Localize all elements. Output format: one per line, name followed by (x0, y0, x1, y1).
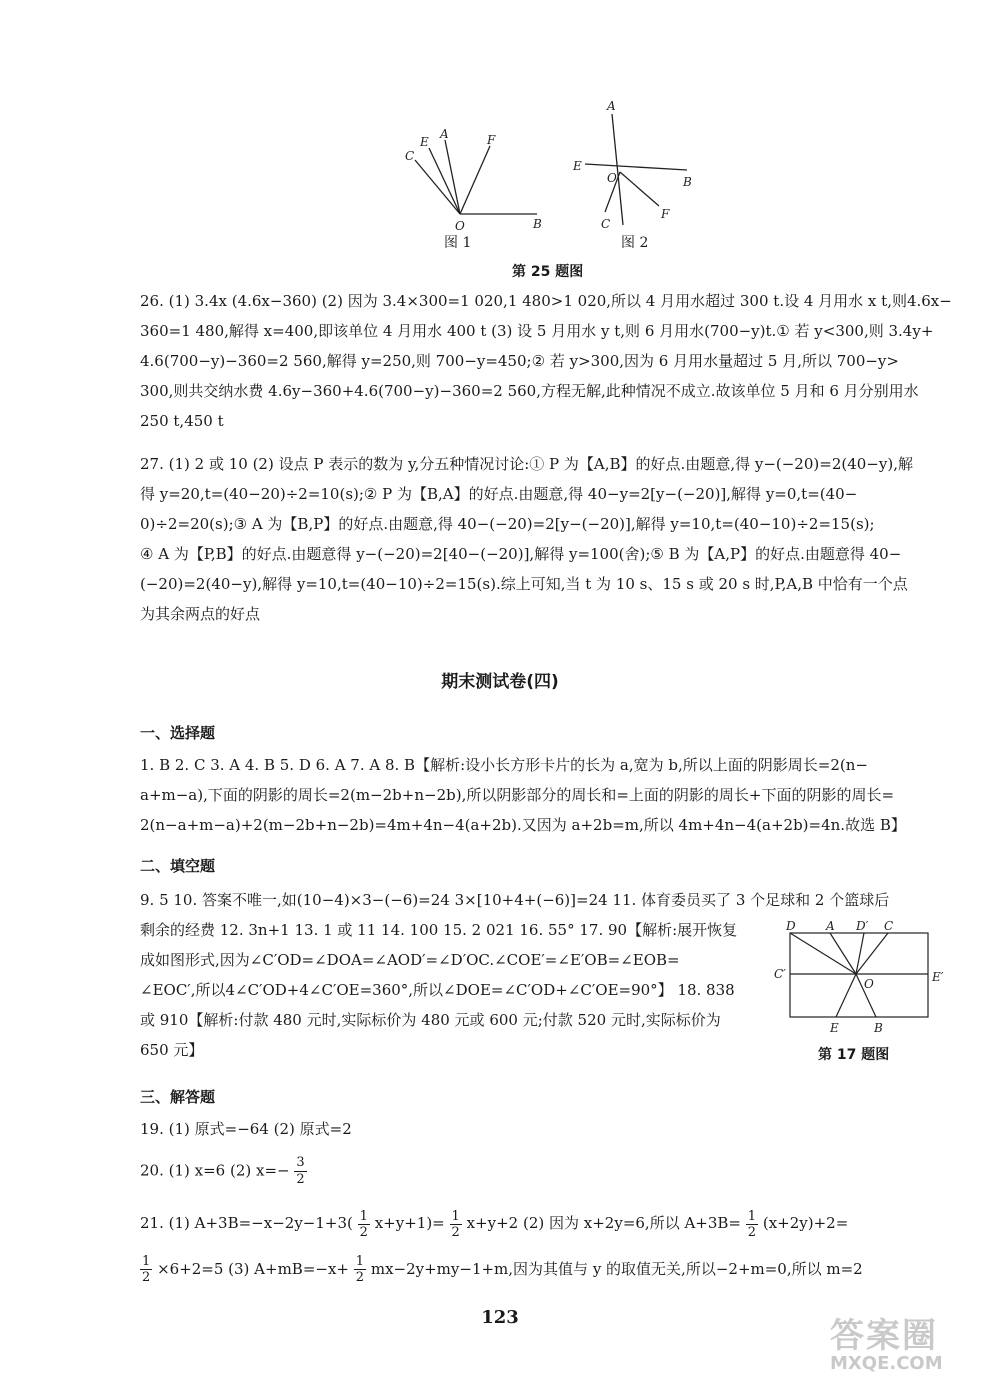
q20-denominator: 2 (296, 1172, 305, 1187)
fig2-label-a: A (607, 100, 616, 113)
fig25-label-2: 图 2 (621, 235, 649, 251)
question-20 (140, 1155, 960, 1188)
fig25-label-1: 图 1 (444, 235, 472, 251)
fill-line-2: 剩余的经费 12. 3n+1 13. 1 或 11 14. 100 15. 2 021 16. 55° 17. 90【解析:展开恢复 (140, 921, 738, 939)
question-19 (140, 1114, 960, 1144)
section-1-title: 一、选择题 (140, 724, 216, 742)
fig17-caption: 第 17 题图 (818, 1047, 890, 1063)
fig2-label-b: B (683, 175, 692, 189)
fig25-figure-2 (565, 100, 705, 235)
fig25-caption: 第 25 题图 (512, 264, 584, 280)
q27-line-4: ④ A 为【P,B】的好点.由题意得 y−(−20)=2[40−(−20)],解得 y=100(舍);⑤ B 为【A,P】的好点.由题意得 40− (140, 545, 902, 563)
fill-answers-narrow (140, 945, 760, 1065)
q21-frac-2-den: 2 (451, 1224, 460, 1240)
fig1-label-a: A (440, 127, 449, 141)
page-number: 123 (481, 1307, 519, 1328)
q26-line-2: 360=1 480,解得 x=400,即该单位 4 月用水 400 t (3) 设 5 月用水 y t,则 6 月用水(700−y)t.① 若 y<300,则 3.4y+ (140, 322, 934, 340)
fig2-label-e: E (573, 159, 582, 173)
question-26 (140, 286, 960, 436)
question-21 (140, 1208, 960, 1285)
choice-line-2: a+m−a),下面的阴影的周长=2(m−2b+n−2b),所以阴影部分的周长和=上面的阴影的周长+下面的阴影的周长= (140, 786, 895, 804)
q26-line-1: 26. (1) 3.4x (4.6x−360) (2) 因为 3.4×300=1 020,1 480>1 020,所以 4 月用水超过 300 t.设 4 月用水 x t,则4.6x− (140, 292, 952, 310)
fig1-label-b: B (533, 217, 542, 231)
q27-line-3: 0)÷2=20(s);③ A 为【B,P】的好点.由题意,得 40−(−20)=2[y−(−20)],解得 y=10,t=(40−10)÷2=15(s); (140, 515, 875, 533)
q21-frac-3-den: 2 (747, 1224, 757, 1240)
svg-text:E′: E′ (932, 970, 944, 984)
section-3-title: 三、解答题 (140, 1088, 216, 1106)
q27-line-6: 为其余两点的好点 (140, 605, 261, 623)
svg-text:O: O (864, 977, 874, 991)
question-27 (140, 449, 960, 629)
choice-answers (140, 750, 960, 840)
q21-text-1c: x+y+2 (2) 因为 x+2y=6,所以 A+3B= (466, 1214, 742, 1232)
fill-line-4: ∠EOC′,所以4∠C′OD+4∠C′OE=360°,所以∠DOE=∠C′OD+∠C′OE=90°】 18. 838 (140, 981, 735, 999)
q21-frac-5 (354, 1254, 366, 1285)
q21-line-1 (140, 1208, 960, 1240)
fig17-figure (772, 918, 952, 1038)
q20-fraction (294, 1155, 306, 1188)
q21-frac-4 (140, 1254, 152, 1285)
q21-frac-4-den: 2 (142, 1270, 151, 1285)
svg-text:C′: C′ (774, 967, 786, 981)
q21-text-1d: (x+2y)+2= (762, 1214, 849, 1232)
q21-frac-5-den: 2 (355, 1270, 365, 1285)
q26-line-3: 4.6(700−y)−360=2 560,解得 y=250,则 700−y=450;② 若 y>300,因为 6 月用水量超过 5 月,所以 700−y> (140, 352, 899, 370)
svg-text:E: E (830, 1021, 839, 1035)
q21-text-1a: 21. (1) A+3B=−x−2y−1+3( (140, 1214, 353, 1232)
watermark-en: MXQE.COM (830, 1353, 943, 1374)
fig2-label-c: C (601, 217, 611, 231)
svg-text:A: A (826, 919, 835, 933)
svg-text:D: D (786, 919, 796, 933)
q21-frac-5-num: 1 (355, 1254, 365, 1269)
svg-text:C: C (884, 919, 894, 933)
choice-line-3: 2(n−a+m−a)+2(m−2b+n−2b)=4m+4n−4(a+2b).又因为 a+2b=m,所以 4m+4n−4(a+2b)=4n.故选 B】 (140, 816, 906, 834)
choice-line-1: 1. B 2. C 3. A 4. B 5. D 6. A 7. A 8. B【解析:设小长方形卡片的长为 a,宽为 b,所以上面的阴影周长=2(n− (140, 756, 868, 774)
fill-line-1: 9. 5 10. 答案不唯一,如(10−4)×3−(−6)=24 3×[10+4+(−6)]=24 11. 体育委员买了 3 个足球和 2 个篮球后 (140, 891, 890, 909)
q27-line-2: 得 y=20,t=(40−20)÷2=10(s);② P 为【B,A】的好点.由题意,得 40−y=2[y−(−20)],解得 y=0,t=(40− (140, 485, 858, 503)
fig25-figure-1 (395, 122, 555, 232)
q21-line-2 (140, 1254, 960, 1286)
q21-text-2b: mx−2y+my−1+m,因为其值与 y 的取值无关,所以−2+m=0,所以 m=2 (370, 1259, 863, 1278)
q21-frac-2 (450, 1209, 462, 1240)
fill-line-3: 成如图形式,因为∠C′OD=∠DOA=∠AOD′=∠D′OC.∠COE′=∠E′OB=∠EOB= (140, 951, 680, 969)
watermark-logo (830, 1308, 980, 1378)
fill-line-6: 650 元】 (140, 1041, 204, 1059)
svg-text:B: B (874, 1021, 883, 1035)
svg-text:D′: D′ (856, 919, 869, 933)
q27-line-5: (−20)=2(40−y),解得 y=10,t=(40−10)÷2=15(s).综上可知,当 t 为 10 s、15 s 或 20 s 时,P,A,B 中恰有一个点 (140, 575, 908, 593)
q21-frac-1-num: 1 (359, 1208, 368, 1224)
q21-text-2a: ×6+2=5 (3) A+mB=−x+ (157, 1259, 349, 1278)
fig1-label-f: F (487, 133, 496, 147)
q20-main: 20. (1) x=6 (2) x=− (140, 1161, 290, 1180)
fill-line-5: 或 910【解析:付款 480 元时,实际标价为 480 元或 600 元;付款 520 元时,实际标价为 (140, 1011, 721, 1029)
fig1-label-c: C (405, 149, 415, 163)
fig1-label-o: O (455, 219, 465, 232)
q27-line-1: 27. (1) 2 或 10 (2) 设点 P 表示的数为 y,分五种情况讨论:① P 为【A,B】的好点.由题意,得 y−(−20)=2(40−y),解 (140, 455, 913, 473)
section-2-title: 二、填空题 (140, 857, 216, 875)
q26-line-5: 250 t,450 t (140, 412, 224, 430)
q19-line: 19. (1) 原式=−64 (2) 原式=2 (140, 1120, 352, 1138)
fig2-label-f: F (661, 207, 670, 221)
q20-numerator: 3 (296, 1155, 305, 1170)
q21-frac-4-num: 1 (142, 1254, 151, 1269)
q20-line (140, 1155, 960, 1188)
q26-line-4: 300,则共交纳水费 4.6y−360+4.6(700−y)−360=2 560,方程无解,此种情况不成立.故该单位 5 月和 6 月分别用水 (140, 382, 919, 400)
fig2-label-o: O (607, 171, 617, 185)
exam-title: 期末测试卷(四) (441, 672, 559, 692)
q21-text-1b: x+y+1)= (374, 1214, 445, 1232)
watermark-cn: 答案圈 (830, 1316, 938, 1356)
q21-frac-1 (358, 1209, 370, 1240)
q21-frac-1-den: 2 (359, 1224, 368, 1240)
fig1-label-e: E (420, 135, 429, 149)
q21-frac-2-num: 1 (451, 1208, 460, 1224)
q21-frac-3 (746, 1209, 758, 1240)
q21-frac-3-num: 1 (747, 1208, 757, 1224)
